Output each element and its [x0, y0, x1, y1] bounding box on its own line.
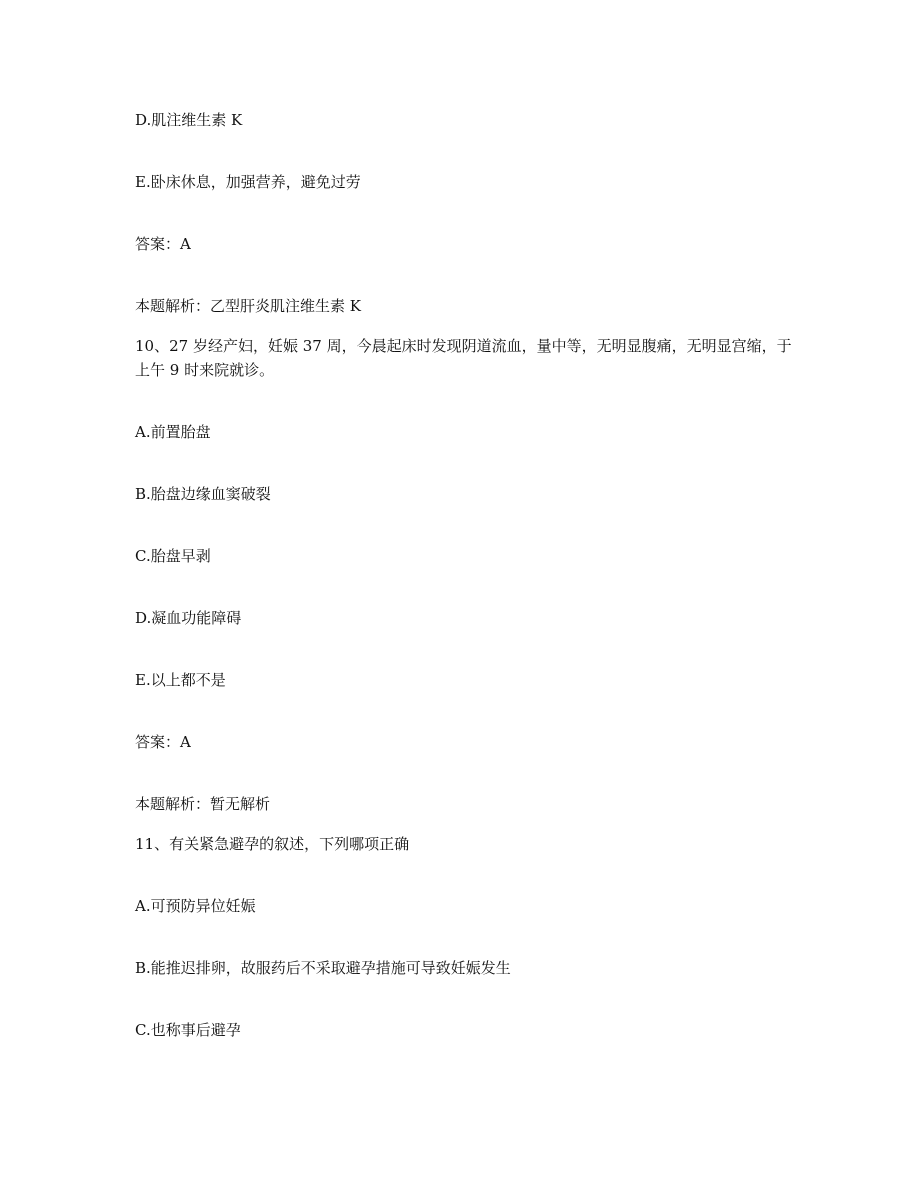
- question-11: 11、有关紧急避孕的叙述，下列哪项正确: [135, 835, 410, 853]
- option-c-q10: C.胎盘早剥: [135, 547, 211, 565]
- explanation-q9: 本题解析：乙型肝炎肌注维生素 K: [135, 297, 361, 315]
- answer-q9: 答案：A: [135, 235, 191, 253]
- option-e-q10: E.以上都不是: [135, 671, 226, 689]
- option-b-q11: B.能推迟排卵，故服药后不采取避孕措施可导致妊娠发生: [135, 959, 511, 977]
- option-c-q11: C.也称事后避孕: [135, 1021, 241, 1039]
- explanation-q10: 本题解析：暂无解析: [135, 795, 271, 813]
- option-d-q9: D.肌注维生素 K: [135, 111, 243, 129]
- answer-q10: 答案：A: [135, 733, 191, 751]
- question-10: 10、27 岁经产妇，妊娠 37 周，今晨起床时发现阴道流血，量中等，无明显腹痛，无明显宫缩，于上午 9 时来院就诊。: [135, 337, 792, 379]
- option-a-q10: A.前置胎盘: [135, 423, 211, 441]
- option-d-q10: D.凝血功能障碍: [135, 609, 242, 627]
- option-e-q9: E.卧床休息，加强营养，避免过劳: [135, 173, 361, 191]
- option-a-q11: A.可预防异位妊娠: [135, 897, 256, 915]
- option-b-q10: B.胎盘边缘血窦破裂: [135, 485, 271, 503]
